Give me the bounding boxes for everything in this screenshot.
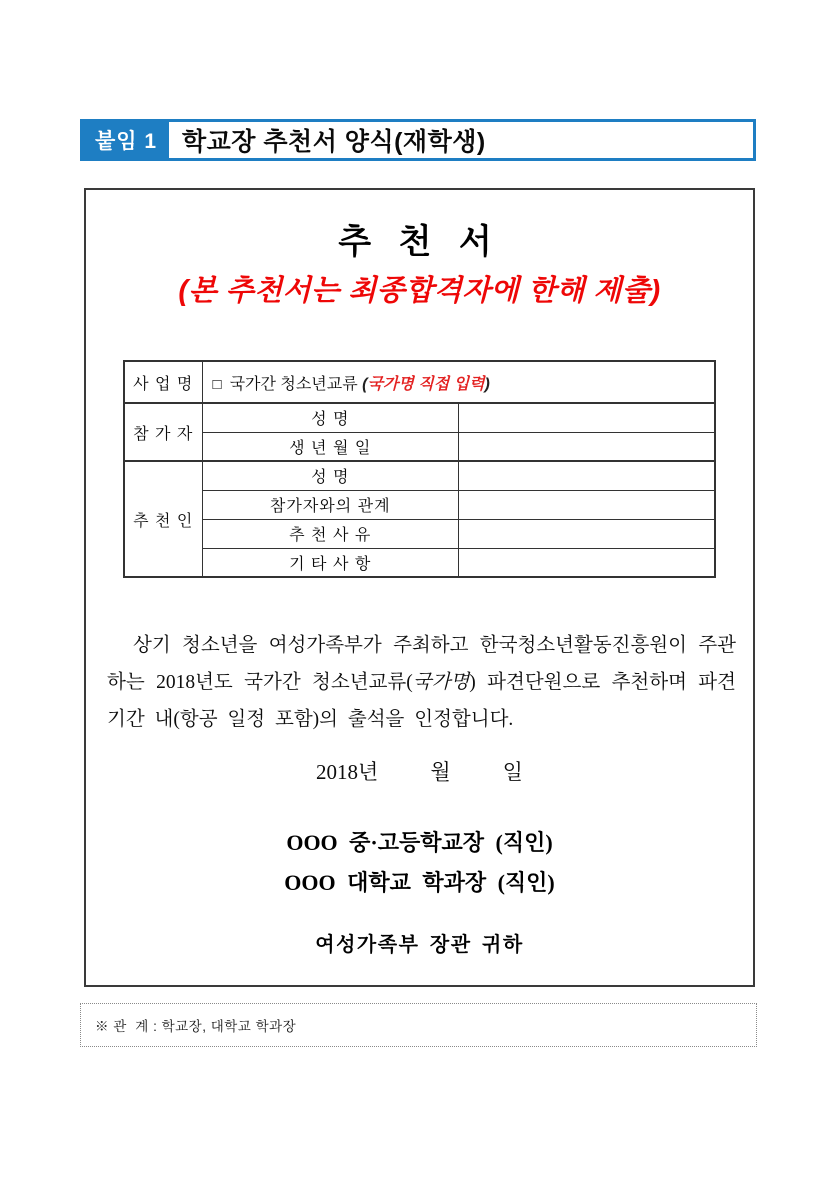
date-day: 일 — [502, 760, 523, 784]
participant-name-field: 성 명 — [202, 403, 459, 432]
participant-birth-field: 생 년 월 일 — [202, 432, 459, 461]
paragraph-part2: ) 파견단원으로 추천하며 파견기간 내(항공 일정 포함)의 출석을 인정합니다. — [107, 672, 736, 730]
business-note-open: ( — [362, 375, 368, 393]
table-row-recommender-reason — [124, 519, 715, 548]
info-table — [123, 360, 716, 578]
recommender-etc-value — [459, 548, 716, 577]
signature-university-dean: OOO 대학교 학과장 (직인) — [284, 870, 555, 895]
recommender-name-value — [459, 461, 716, 490]
recommendation-form — [84, 188, 755, 987]
footnote-text: ※ 관 계 : 학교장, 대학교 학과장 — [95, 1019, 297, 1034]
business-label: 사 업 명 — [124, 361, 202, 403]
table-row-recommender-etc — [124, 548, 715, 577]
date-line — [86, 756, 753, 786]
form-notice: (본 추천서는 최종합격자에 한해 제출) — [178, 275, 661, 307]
table-row-recommender-relation — [124, 490, 715, 519]
recommender-reason-value — [459, 519, 716, 548]
signature-school-principal: OOO 중·고등학교장 (직인) — [286, 830, 553, 855]
business-note-close: ) — [484, 375, 490, 393]
certification-paragraph — [107, 627, 736, 738]
recommender-name-field: 성 명 — [202, 461, 459, 490]
attachment-header — [80, 119, 756, 161]
table-row-business — [124, 361, 715, 403]
recommender-relation-field: 참가자와의 관계 — [202, 490, 459, 519]
table-row-participant-name — [124, 403, 715, 432]
date-year: 2018년 — [316, 760, 379, 784]
date-month: 월 — [430, 760, 451, 784]
checkbox-icon: □ — [212, 375, 222, 393]
business-note-text: 국가명 직접 입력 — [367, 375, 485, 393]
recommender-etc-field: 기 타 사 항 — [202, 548, 459, 577]
business-value-text: 국가간 청소년교류 — [229, 375, 358, 393]
table-row-recommender-name — [124, 461, 715, 490]
form-title: 추 천 서 — [338, 223, 501, 261]
recommender-label: 추 천 인 — [124, 461, 202, 577]
attachment-badge: 붙임 1 — [83, 122, 169, 158]
footnote-box — [80, 1003, 757, 1047]
participant-birth-value — [459, 432, 716, 461]
recipient-line: 여성가족부 장관 귀하 — [315, 934, 524, 956]
recommender-relation-value — [459, 490, 716, 519]
participant-name-value — [459, 403, 716, 432]
business-value-cell — [202, 361, 715, 403]
participant-label: 참 가 자 — [124, 403, 202, 461]
paragraph-part1: 상기 청소년을 여성가족부가 주최하고 한국청소년활동진흥원이 주관하는 2018년도 국가간 청소년교류( — [107, 635, 736, 693]
table-row-participant-birth — [124, 432, 715, 461]
country-placeholder: 국가명 — [412, 672, 470, 693]
recommender-reason-field: 추 천 사 유 — [202, 519, 459, 548]
attachment-title: 학교장 추천서 양식(재학생) — [182, 128, 486, 156]
